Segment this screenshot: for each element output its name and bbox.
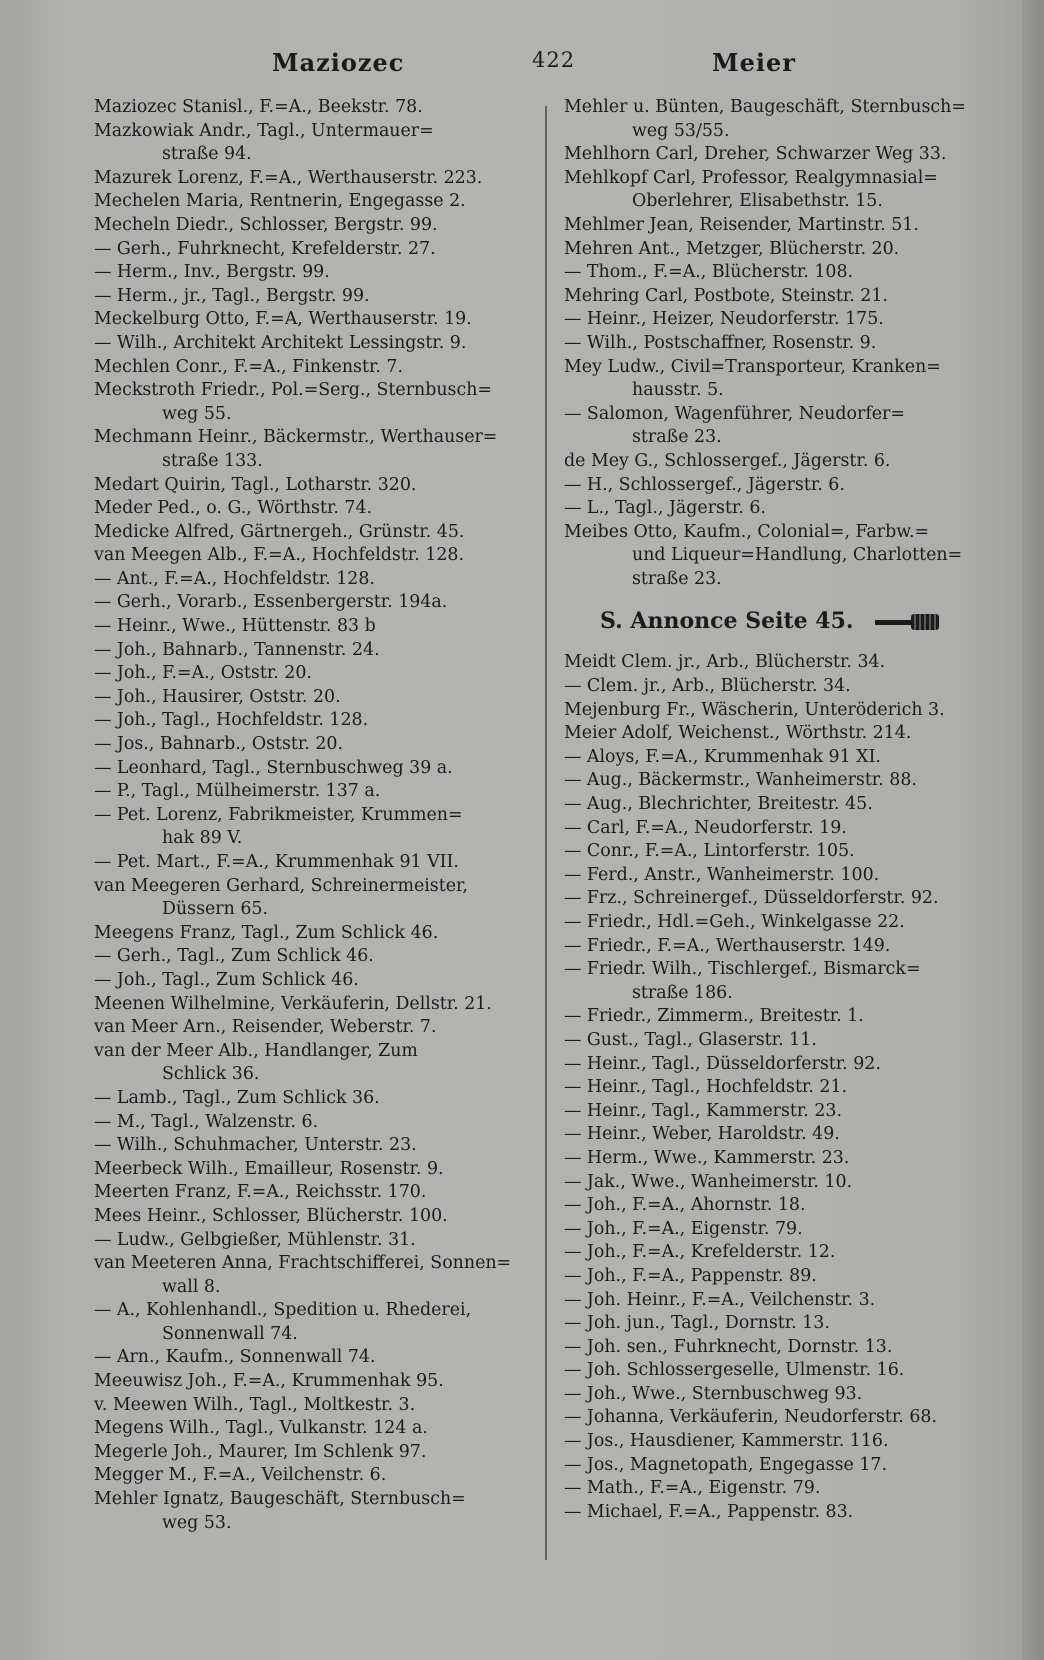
directory-entry: — Ferd., Anstr., Wanheimerstr. 100.	[564, 864, 880, 885]
directory-entry: Mehler Ignatz, Baugeschäft, Sternbusch=	[94, 1489, 466, 1510]
directory-entry: Mecheln Diedr., Schlosser, Bergstr. 99.	[94, 214, 438, 235]
directory-entry: Meeuwisz Joh., F.=A., Krummenhak 95.	[94, 1371, 444, 1392]
page-edge	[1022, 0, 1044, 1660]
directory-entry: — Ludw., Gelbgießer, Mühlenstr. 31.	[94, 1229, 416, 1250]
directory-entry: — Aloys, F.=A., Krummenhak 91 XI.	[564, 746, 881, 767]
directory-entry: Mees Heinr., Schlosser, Blücherstr. 100.	[94, 1205, 448, 1226]
directory-entry: Medicke Alfred, Gärtnergeh., Grünstr. 45.	[94, 521, 465, 542]
directory-entry: Mechlen Conr., F.=A., Finkenstr. 7.	[94, 356, 404, 377]
directory-entry: — Joh. Schlossergeselle, Ulmenstr. 16.	[564, 1360, 905, 1381]
directory-entry: — Salomon, Wagenführer, Neudorfer=	[564, 403, 905, 424]
directory-entry: — Joh., F.=A., Krefelderstr. 12.	[564, 1242, 836, 1263]
directory-entry: van Meer Arn., Reisender, Weberstr. 7.	[94, 1017, 437, 1038]
directory-entry: Meerten Franz, F.=A., Reichsstr. 170.	[94, 1182, 427, 1203]
directory-entry: — Wilh., Architekt Architekt Lessingstr. 9.	[94, 332, 467, 353]
directory-entry: Meier Adolf, Weichenst., Wörthstr. 214.	[564, 723, 912, 744]
directory-entry: Meckstroth Friedr., Pol.=Serg., Sternbusch=	[94, 380, 492, 401]
directory-entry: — Joh., F.=A., Pappenstr. 89.	[564, 1265, 817, 1286]
directory-entry: — Jos., Hausdiener, Kammerstr. 116.	[564, 1431, 889, 1452]
directory-entry-continuation: straße 23.	[632, 427, 722, 448]
directory-entry: Medart Quirin, Tagl., Lotharstr. 320.	[94, 474, 417, 495]
directory-entry-continuation: Oberlehrer, Elisabethstr. 15.	[632, 191, 883, 212]
directory-entry-continuation: Düssern 65.	[162, 899, 268, 920]
directory-entry-continuation: hak 89 V.	[162, 828, 243, 849]
directory-entry: — M., Tagl., Walzenstr. 6.	[94, 1111, 319, 1132]
directory-entry: — Joh., Tagl., Hochfeldstr. 128.	[94, 710, 369, 731]
directory-entry: Mazkowiak Andr., Tagl., Untermauer=	[94, 120, 434, 141]
directory-entry-continuation: weg 53/55.	[632, 120, 730, 141]
directory-entry: — Joh., Bahnarb., Tannenstr. 24.	[94, 639, 380, 660]
left-column	[94, 96, 530, 1535]
directory-entry: — Friedr., Zimmerm., Breitestr. 1.	[564, 1006, 864, 1027]
directory-entry: — Heinr., Weber, Haroldstr. 49.	[564, 1124, 840, 1145]
directory-entry: — Jos., Magnetopath, Engegasse 17.	[564, 1454, 888, 1475]
directory-entry-continuation: straße 23.	[632, 568, 722, 589]
directory-entry: van Meegen Alb., F.=A., Hochfeldstr. 128.	[94, 545, 464, 566]
directory-entry: de Mey G., Schlossergef., Jägerstr. 6.	[564, 450, 891, 471]
directory-entry: Meerbeck Wilh., Emailleur, Rosenstr. 9.	[94, 1158, 444, 1179]
directory-entry: — Heinr., Tagl., Düsseldorferstr. 92.	[564, 1053, 881, 1074]
directory-entry: Mehlhorn Carl, Dreher, Schwarzer Weg 33.	[564, 144, 947, 165]
directory-entry: Mehlkopf Carl, Professor, Realgymnasial=	[564, 167, 938, 188]
directory-entry: Megens Wilh., Tagl., Vulkanstr. 124 a.	[94, 1418, 428, 1439]
directory-entry: — Clem. jr., Arb., Blücherstr. 34.	[564, 676, 851, 697]
directory-entry: — Conr., F.=A., Lintorferstr. 105.	[564, 841, 855, 862]
pointing-hand-icon	[875, 613, 941, 631]
directory-entry: — Jos., Bahnarb., Oststr. 20.	[94, 734, 344, 755]
directory-entry-continuation: straße 94.	[162, 144, 252, 165]
directory-entry: — Jak., Wwe., Wanheimerstr. 10.	[564, 1171, 853, 1192]
directory-entry: Mehler u. Bünten, Baugeschäft, Sternbusch=	[564, 97, 966, 117]
directory-entry: — Frz., Schreinergef., Düsseldorferstr. 92.	[564, 888, 939, 909]
directory-entry: — Heinr., Heizer, Neudorferstr. 175.	[564, 309, 884, 330]
directory-entry: — Joh., F.=A., Eigenstr. 79.	[564, 1218, 803, 1239]
directory-entry: — Herm., Wwe., Kammerstr. 23.	[564, 1147, 850, 1168]
directory-entry-continuation: Schlick 36.	[162, 1064, 260, 1085]
notice-text: S. Annonce Seite 45.	[600, 608, 854, 635]
directory-entry: — L., Tagl., Jägerstr. 6.	[564, 498, 766, 519]
directory-entry: — Wilh., Schuhmacher, Unterstr. 23.	[94, 1135, 417, 1156]
directory-entry: — Michael, F.=A., Pappenstr. 83.	[564, 1501, 854, 1522]
page-number: 422	[532, 48, 576, 72]
directory-entry: v. Meewen Wilh., Tagl., Moltkestr. 3.	[94, 1394, 416, 1415]
directory-entry: Mejenburg Fr., Wäscherin, Unteröderich 3.	[564, 699, 945, 720]
directory-entry: Megerle Joh., Maurer, Im Schlenk 97.	[94, 1441, 427, 1462]
directory-entry-continuation: weg 53.	[162, 1512, 232, 1533]
directory-entry: Meidt Clem. jr., Arb., Blücherstr. 34.	[564, 652, 886, 673]
directory-entry: — Aug., Blechrichter, Breitestr. 45.	[564, 794, 873, 815]
directory-entry: Meckelburg Otto, F.=A, Werthauserstr. 19.	[94, 309, 472, 330]
right-column-bottom	[564, 651, 1006, 1524]
directory-entry: — Joh., Tagl., Zum Schlick 46.	[94, 969, 359, 990]
directory-entry: — Heinr., Wwe., Hüttenstr. 83 b	[94, 616, 376, 637]
directory-entry: Mazurek Lorenz, F.=A., Werthauserstr. 223.	[94, 167, 483, 188]
directory-entry: — Pet. Lorenz, Fabrikmeister, Krummen=	[94, 804, 463, 825]
directory-entry: Megger M., F.=A., Veilchenstr. 6.	[94, 1465, 387, 1486]
directory-entry: — Joh., Wwe., Sternbuschweg 93.	[564, 1383, 863, 1404]
header-right-keyword: Meier	[712, 48, 796, 77]
directory-entry: — Gerh., Fuhrknecht, Krefelderstr. 27.	[94, 238, 436, 259]
directory-entry: Maziozec Stanisl., F.=A., Beekstr. 78.	[94, 97, 423, 117]
directory-entry: Mechmann Heinr., Bäckermstr., Werthauser=	[94, 427, 498, 448]
directory-entry: — Math., F.=A., Eigenstr. 79.	[564, 1478, 821, 1499]
directory-entry: — Aug., Bäckermstr., Wanheimerstr. 88.	[564, 770, 917, 791]
directory-entry: van der Meer Alb., Handlanger, Zum	[94, 1040, 418, 1061]
directory-entry: — Wilh., Postschaffner, Rosenstr. 9.	[564, 332, 877, 353]
directory-entry: — A., Kohlenhandl., Spedition u. Rhederei,	[94, 1300, 472, 1321]
column-divider	[545, 106, 547, 1560]
directory-entry: — Arn., Kaufm., Sonnenwall 74.	[94, 1347, 376, 1368]
directory-entry: Meenen Wilhelmine, Verkäuferin, Dellstr. 21.	[94, 993, 492, 1014]
directory-entry: — Leonhard, Tagl., Sternbuschweg 39 a.	[94, 757, 453, 778]
directory-entry: — Ant., F.=A., Hochfeldstr. 128.	[94, 568, 375, 589]
directory-entry: — P., Tagl., Mülheimerstr. 137 a.	[94, 781, 381, 802]
directory-entry: van Meegeren Gerhard, Schreinermeister,	[94, 875, 468, 896]
directory-entry: Mehring Carl, Postbote, Steinstr. 21.	[564, 285, 888, 306]
directory-entry-continuation: weg 55.	[162, 403, 232, 424]
directory-entry: — Carl, F.=A., Neudorferstr. 19.	[564, 817, 847, 838]
directory-entry: — Joh. Heinr., F.=A., Veilchenstr. 3.	[564, 1289, 876, 1310]
header-left-keyword: Maziozec	[272, 48, 405, 77]
directory-entry: — Thom., F.=A., Blücherstr. 108.	[564, 262, 854, 283]
directory-entry: — Johanna, Verkäuferin, Neudorferstr. 68.	[564, 1407, 937, 1428]
directory-entry: Mehren Ant., Metzger, Blücherstr. 20.	[564, 238, 900, 259]
directory-entry: — Lamb., Tagl., Zum Schlick 36.	[94, 1087, 380, 1108]
directory-entry: — Joh. jun., Tagl., Dornstr. 13.	[564, 1313, 830, 1334]
directory-entry: — Gerh., Tagl., Zum Schlick 46.	[94, 946, 374, 967]
directory-entry-continuation: straße 186.	[632, 982, 733, 1003]
directory-entry: Mehlmer Jean, Reisender, Martinstr. 51.	[564, 214, 919, 235]
directory-entry: — Herm., Inv., Bergstr. 99.	[94, 262, 330, 283]
right-column	[564, 96, 1006, 1524]
directory-entry: Meder Ped., o. G., Wörthstr. 74.	[94, 498, 373, 519]
advertisement-notice	[600, 607, 1006, 635]
directory-entry: — Herm., jr., Tagl., Bergstr. 99.	[94, 285, 370, 306]
directory-entry: Mey Ludw., Civil=Transporteur, Kranken=	[564, 356, 941, 377]
directory-entry: — Gerh., Vorarb., Essenbergerstr. 194a.	[94, 592, 448, 613]
right-column-top	[564, 96, 1006, 591]
directory-entry: van Meeteren Anna, Frachtschifferei, Sonnen=	[94, 1253, 512, 1274]
directory-entry-continuation: und Liqueur=Handlung, Charlotten=	[632, 545, 963, 566]
directory-entry-continuation: hausstr. 5.	[632, 380, 724, 401]
directory-entry: — Heinr., Tagl., Kammerstr. 23.	[564, 1100, 842, 1121]
directory-entry: — H., Schlossergef., Jägerstr. 6.	[564, 474, 845, 495]
directory-entry-continuation: straße 133.	[162, 450, 263, 471]
directory-entry: Mechelen Maria, Rentnerin, Engegasse 2.	[94, 191, 466, 212]
directory-entry-continuation: Sonnenwall 74.	[162, 1323, 298, 1344]
directory-entry-continuation: wall 8.	[162, 1276, 221, 1297]
directory-entry: — Joh., F.=A., Ahornstr. 18.	[564, 1195, 806, 1216]
directory-entry: — Joh., Hausirer, Oststr. 20.	[94, 686, 341, 707]
directory-entry: — Gust., Tagl., Glaserstr. 11.	[564, 1029, 817, 1050]
directory-entry: — Joh. sen., Fuhrknecht, Dornstr. 13.	[564, 1336, 893, 1357]
directory-entry: — Joh., F.=A., Oststr. 20.	[94, 663, 312, 684]
directory-entry: Meibes Otto, Kaufm., Colonial=, Farbw.=	[564, 521, 930, 542]
running-head	[0, 44, 1044, 84]
directory-entry: — Friedr. Wilh., Tischlergef., Bismarck=	[564, 959, 921, 980]
directory-entry: Meegens Franz, Tagl., Zum Schlick 46.	[94, 922, 439, 943]
directory-entry: — Heinr., Tagl., Hochfeldstr. 21.	[564, 1077, 848, 1098]
directory-entry: — Friedr., Hdl.=Geh., Winkelgasse 22.	[564, 912, 905, 932]
directory-entry: — Pet. Mart., F.=A., Krummenhak 91 VII.	[94, 852, 459, 872]
directory-entry: — Friedr., F.=A., Werthauserstr. 149.	[564, 935, 891, 956]
